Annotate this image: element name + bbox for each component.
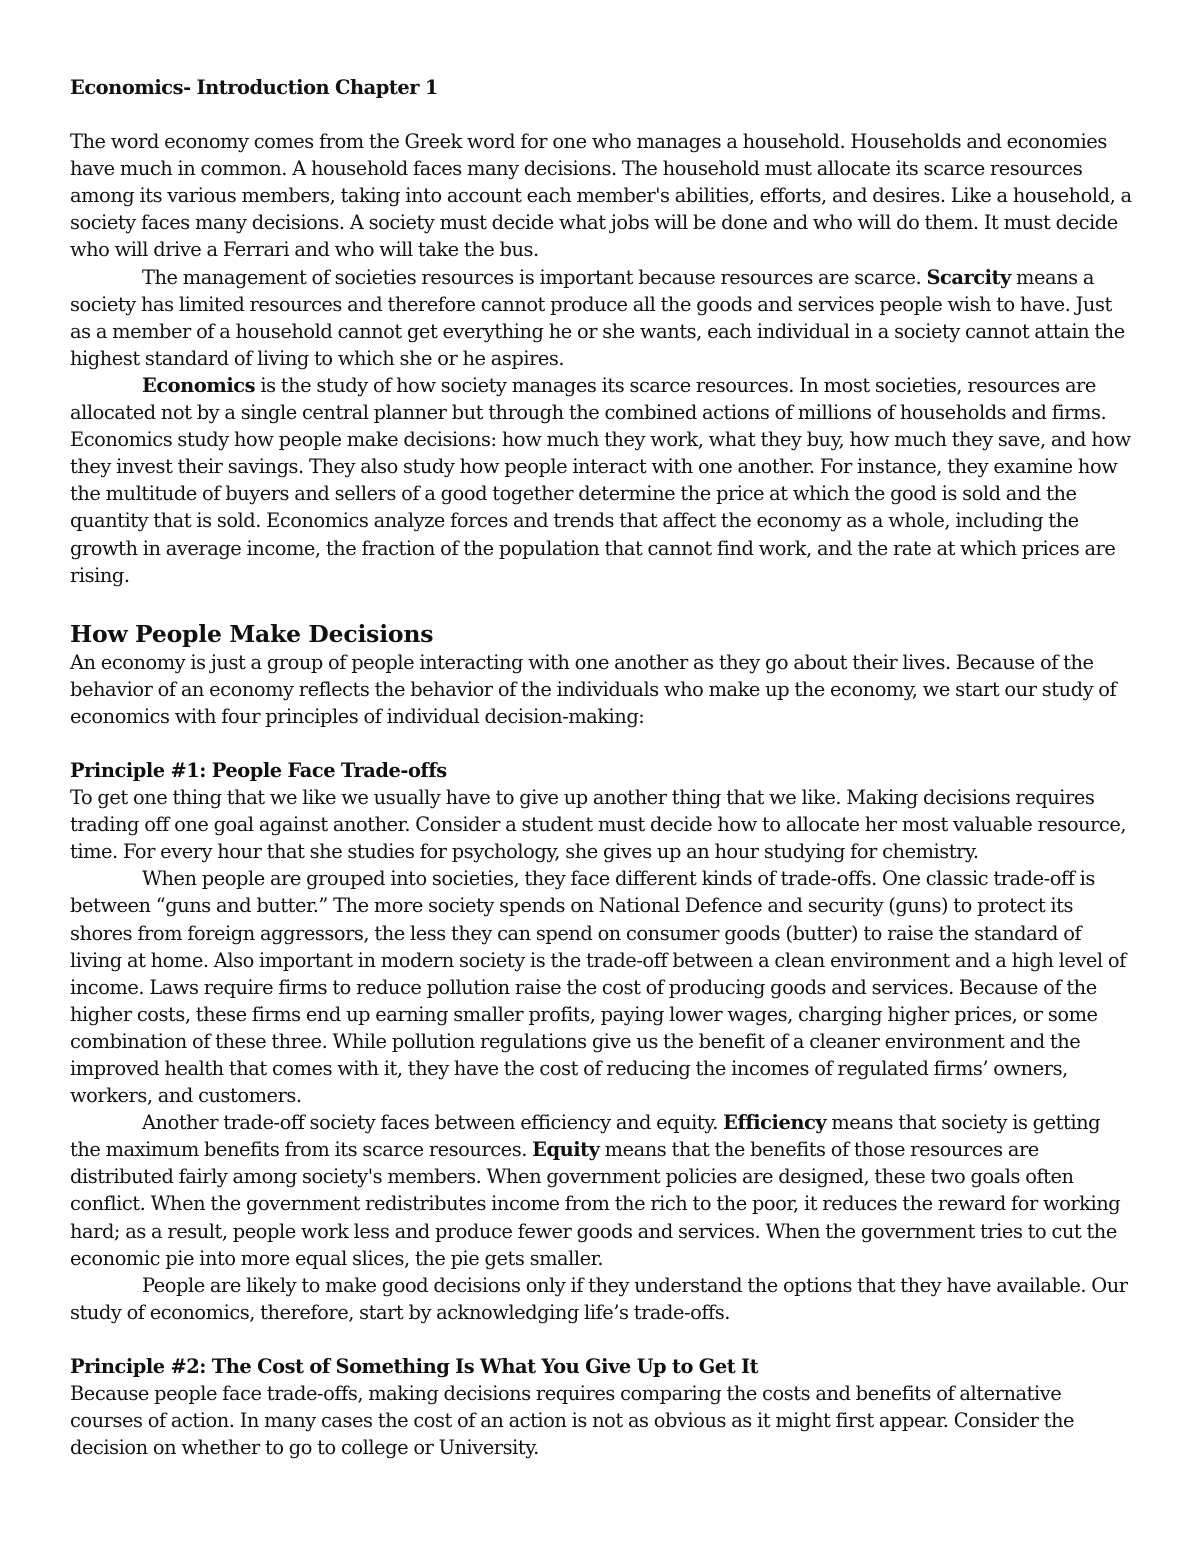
term-scarcity: Scarcity bbox=[926, 265, 1011, 289]
intro-p2-text-after: means a society has limited resources and therefore cannot produce all the goods and services people wish to have. Just as a member of a household cannot get everything he or she wants, each individual in a society cannot attain the highest standard of living to which she or he aspires. bbox=[70, 265, 1125, 370]
principle-1-p3-text-before: Another trade-off society faces between efficiency and equity. bbox=[142, 1111, 724, 1135]
intro-paragraph-3 bbox=[70, 372, 1132, 589]
term-equity: Equity bbox=[532, 1138, 600, 1162]
intro-paragraph-1: The word economy comes from the Greek word for one who manages a household. Households and economies have much in common. A household faces many decisions. The household must allocate its scarce resources among its various members, taking into account each member's abilities, efforts, and desires. Like a household, a society faces many decisions. A society must decide what jobs will be done and who will do them. It must decide who will drive a Ferrari and who will take the bus. bbox=[70, 130, 1132, 262]
principle-2-paragraph-1: Because people face trade-offs, making decisions requires comparing the costs and benefits of alternative courses of action. In many cases the cost of an action is not as obvious as it might first appear. Consider the decision on whether to go to college or University. bbox=[70, 1382, 1075, 1460]
principle-1-p3-text-mid: means that society is getting the maximum benefits from its scarce resources. bbox=[70, 1111, 1101, 1162]
intro-p3-text-after: is the study of how society manages its scarce resources. In most societies, resources are allocated not by a single central planner but through the combined actions of millions of households and firms. Economics study how people make decisions: how much they work, what they buy, how much they save, and how they invest their savings. They also study how people interact with one another. For instance, they examine how the multitude of buyers and sellers of a good together determine the price at which the good is sold and the quantity that is sold. Economics analyze forces and trends that affect the economy as a whole, including the growth in average income, the fraction of the population that cannot find work, and the rate at which prices are rising. bbox=[70, 373, 1131, 587]
term-efficiency: Efficiency bbox=[723, 1111, 827, 1135]
principle-1-paragraph-1: To get one thing that we like we usually have to give up another thing that we like. Making decisions requires trading off one goal against another. Consider a student must decide how to allocate her most valuable resource, time. For every hour that she studies for psychology, she gives up an hour studying for chemistry. bbox=[70, 786, 1127, 864]
principle-1-paragraph-2: When people are grouped into societies, they face different kinds of trade-offs. One classic trade-off is between “guns and butter.” The more society spends on National Defence and security (guns) to protect its shores from foreign aggressors, the less they can spend on consumer goods (butter) to raise the standard of living at home. Also important in modern society is the trade-off between a clean environment and a high level of income. Laws require firms to reduce pollution raise the cost of producing goods and services. Because of the higher costs, these firms end up earning smaller profits, paying lower wages, charging higher prices, or some combination of these three. While pollution regulations give us the benefit of a cleaner environment and the improved health that comes with it, they have the cost of reducing the incomes of regulated firms’ owners, workers, and customers. bbox=[70, 867, 1126, 1108]
principle-2-heading: Principle #2: The Cost of Something Is What You Give Up to Get It bbox=[70, 1354, 759, 1378]
principle-1-paragraph-4: People are likely to make good decisions only if they understand the options that they have available. Our study of economics, therefore, start by acknowledging life’s trade-offs. bbox=[70, 1273, 1128, 1324]
document-title: Economics- Introduction Chapter 1 bbox=[70, 76, 438, 99]
intro-paragraph-2 bbox=[70, 264, 1132, 372]
section-decisions-paragraph: An economy is just a group of people interacting with one another as they go about their lives. Because of the behavior of an economy reflects the behavior of the individuals who make up the economy, we start our study of economics with four principles of individual decision-making: bbox=[70, 650, 1117, 728]
principle-1-p3-text-after: means that the benefits of those resources are distributed fairly among society's members. When government policies are designed, these two goals often conflict. When the government redistributes income from the rich to the poor, it reduces the reward for working hard; as a result, people work less and produce fewer goods and services. When the government tries to cut the economic pie into more equal slices, the pie gets smaller. bbox=[70, 1138, 1121, 1270]
principle-1-paragraph-3 bbox=[70, 1109, 1132, 1272]
document-page bbox=[70, 74, 1132, 1461]
term-economics: Economics bbox=[142, 373, 256, 397]
principle-1-heading: Principle #1: People Face Trade-offs bbox=[70, 758, 447, 782]
intro-p2-text-before: The management of societies resources is important because resources are scarce. bbox=[142, 265, 927, 289]
section-heading-decisions: How People Make Decisions bbox=[70, 619, 434, 648]
